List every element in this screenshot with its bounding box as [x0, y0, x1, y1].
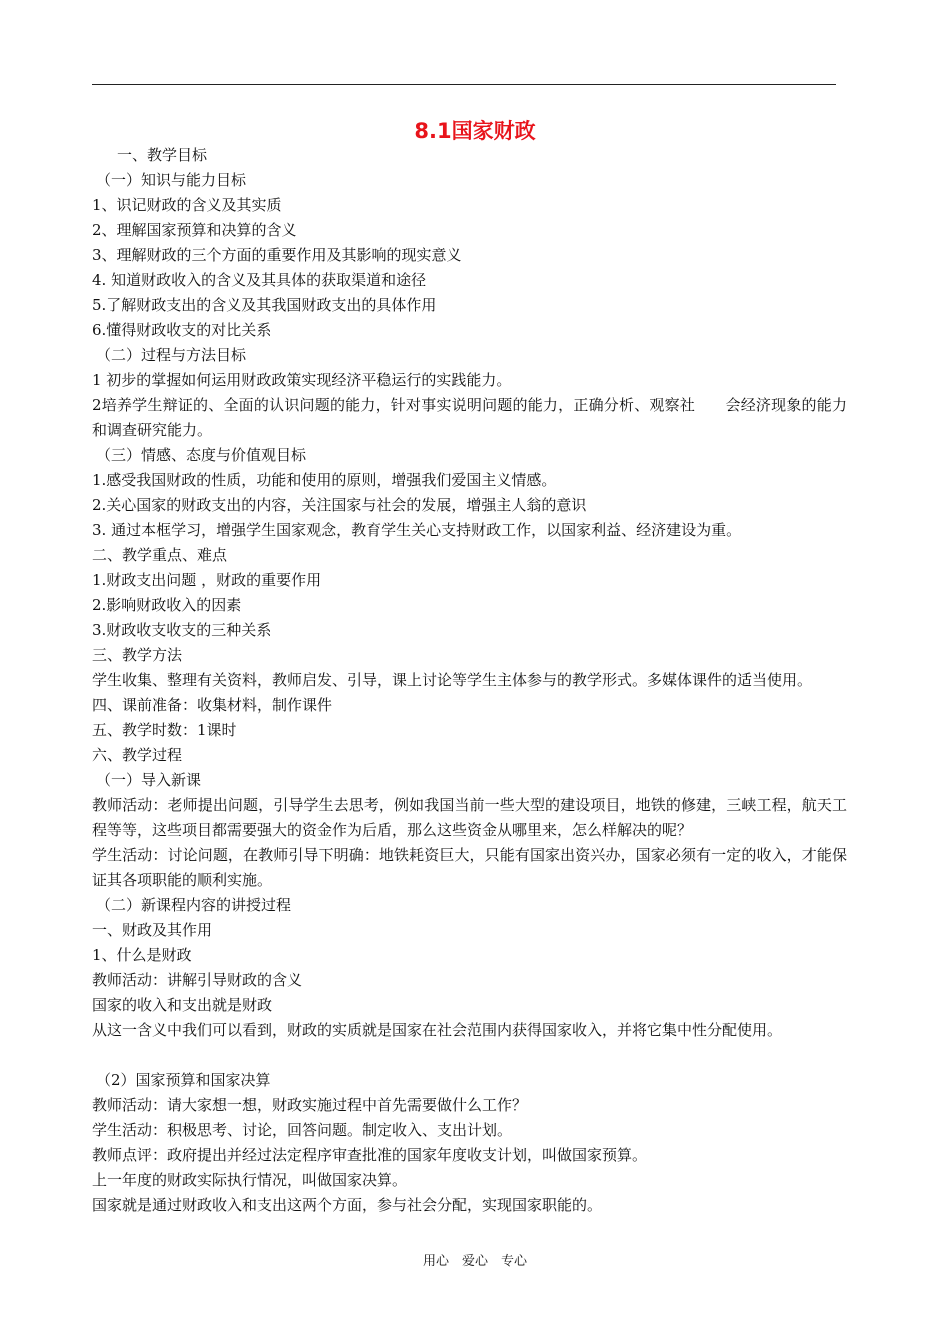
- body-line: （二）新课程内容的讲授过程: [96, 896, 292, 914]
- body-line: 3.财政收支收支的三种关系: [92, 621, 272, 639]
- body-line: 上一年度的财政实际执行情况，叫做国家决算。: [92, 1171, 408, 1189]
- body-line: 五、教学时数：1课时: [92, 721, 237, 739]
- body-line: 一、教学目标: [117, 146, 208, 164]
- body-line: （三）情感、态度与价值观目标: [96, 446, 307, 464]
- body-line: 二、教学重点、难点: [92, 546, 228, 564]
- body-line: 4. 知道财政收入的含义及其具体的获取渠道和途径: [92, 271, 427, 289]
- body-line: 1 初步的掌握如何运用财政政策实现经济平稳运行的实践能力。: [92, 371, 512, 389]
- body-line: 1、什么是财政: [92, 946, 192, 964]
- body-line: 5.了解财政支出的含义及其我国财政支出的具体作用: [92, 296, 437, 314]
- body-line: 2.关心国家的财政支出的内容，关注国家与社会的发展，增强主人翁的意识: [92, 496, 587, 514]
- body-line: （2）国家预算和国家决算: [96, 1071, 271, 1089]
- body-line: （一）导入新课: [96, 771, 202, 789]
- header-rule: [92, 84, 836, 85]
- body-paragraph: 2培养学生辩证的、全面的认识问题的能力，针对事实说明问题的能力，正确分析、观察社 会经济现象的能力和调查研究能力。: [92, 396, 847, 439]
- body-line: 3、理解财政的三个方面的重要作用及其影响的现实意义: [92, 246, 462, 264]
- body-paragraph: 学生收集、整理有关资料，教师启发、引导，课上讨论等学生主体参与的教学形式。多媒体课件的适当使用。: [92, 671, 813, 689]
- body-line: 1.财政支出问题 ，财政的重要作用: [92, 571, 322, 589]
- document-body: [92, 143, 847, 1218]
- body-line: 教师点评：政府提出并经过法定程序审查批准的国家年度收支计划，叫做国家预算。: [92, 1146, 648, 1164]
- body-line: 2、理解国家预算和决算的含义: [92, 221, 297, 239]
- body-line: 学生活动：积极思考、讨论，回答问题。制定收入、支出计划。: [92, 1121, 513, 1139]
- page-footer: 用心 爱心 专心: [422, 1254, 527, 1269]
- body-line: （一）知识与能力目标: [96, 171, 247, 189]
- body-line: 2.影响财政收入的因素: [92, 596, 242, 614]
- body-line: 6.懂得财政收支的对比关系: [92, 321, 272, 339]
- body-line: 教师活动：讲解引导财政的含义: [92, 971, 303, 989]
- body-line: 教师活动：请大家想一想，财政实施过程中首先需要做什么工作？: [92, 1096, 528, 1114]
- body-line: 国家就是通过财政收入和支出这两个方面，参与社会分配，实现国家职能的。: [92, 1196, 603, 1214]
- document-title: 8.1国家财政: [414, 119, 536, 143]
- body-line: 3. 通过本框学习，增强学生国家观念，教育学生关心支持财政工作，以国家利益、经济建设为重。: [92, 521, 742, 539]
- body-line: 国家的收入和支出就是财政: [92, 996, 273, 1014]
- body-line: 1、识记财政的含义及其实质: [92, 196, 282, 214]
- body-line: （二）过程与方法目标: [96, 346, 247, 364]
- body-line: 从这一含义中我们可以看到，财政的实质就是国家在社会范围内获得国家收入，并将它集中性分配使用。: [92, 1021, 783, 1039]
- body-paragraph: 学生活动：讨论问题，在教师引导下明确：地铁耗资巨大，只能有国家出资兴办，国家必须有一定的收入，才能保证其各项职能的顺利实施。: [92, 846, 847, 889]
- body-line: 六、教学过程: [92, 746, 183, 764]
- body-line: 四、课前准备：收集材料，制作课件: [92, 696, 333, 714]
- body-line: 三、教学方法: [92, 646, 183, 664]
- blank-line: [92, 1043, 847, 1068]
- body-line: 一、财政及其作用: [92, 921, 213, 939]
- body-line: 1.感受我国财政的性质，功能和使用的原则，增强我们爱国主义情感。: [92, 471, 557, 489]
- body-paragraph: 教师活动：老师提出问题，引导学生去思考，例如我国当前一些大型的建设项目，地铁的修建，三峡工程，航天工程等等，这些项目都需要强大的资金作为后盾，那么这些资金从哪里来，怎么样解决的呢？: [92, 796, 847, 839]
